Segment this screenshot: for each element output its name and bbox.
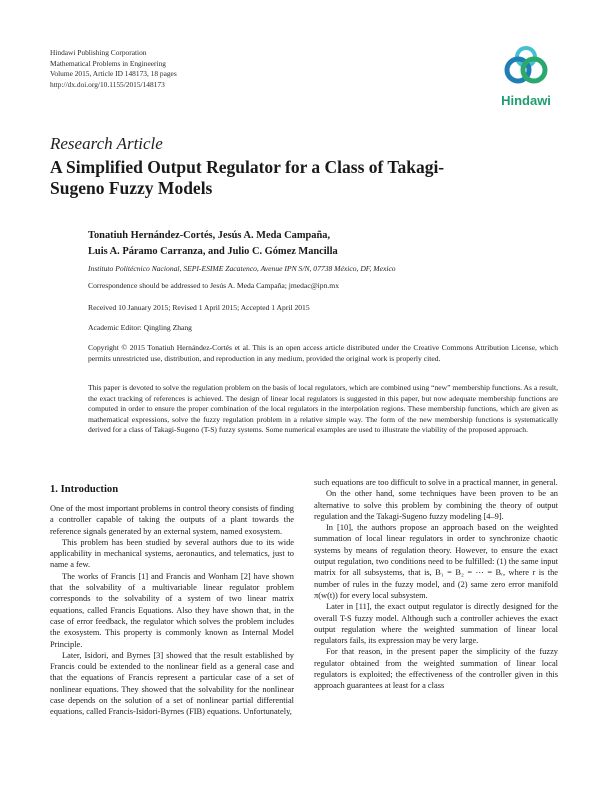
journal-name: Mathematical Problems in Engineering — [50, 58, 166, 68]
journal-doi[interactable]: http://dx.doi.org/10.1155/2015/148173 — [50, 79, 165, 89]
affiliation: Instituto Politécnico Nacional, SEPI-ESIME Zacatenco, Avenue IPN S/N, 07738 México, DF, Mexico — [88, 264, 396, 273]
hindawi-logo[interactable] — [494, 44, 558, 108]
paper-title: A Simplified Output Regulator for a Class of Takagi-Sugeno Fuzzy Models — [50, 157, 445, 198]
authors-line-2: Luis A. Páramo Carranza, and Julio C. Gómez Mancilla — [88, 245, 338, 257]
paragraph: On the other hand, some techniques have been proven to be an alternative to solve this problem by combining the theory of output regulation and the Takagi-Sugeno fuzzy modeling [4–9]. — [314, 489, 558, 521]
paragraph: In [10], the authors propose an approach based on the weighted summation of local linear regulators in order to synchronize chaotic systems by means of regulation theory. However, to ensure the exact output regulation, two conditions need to be fulfilled: (1) the same input matrix for all subsystems, that is, B₁ = B₂ = ⋯ = Bᵣ, where r is the number of rules in the fuzzy model, and (2) same zero error manifold π(w(t)) for every local subsystem. — [314, 523, 558, 600]
abstract: This paper is devoted to solve the regulation problem on the basis of local regulators, which are combined using “new” membership functions. As a result, the exact tracking of references is achieved. The design of linear local regulators is suggested in this paper, but now adequate membership functions are computed in order to ensure the proper combination of the local regulators in the interpolation regions. These membership functions, which are given as mathematical expressions, solve the fuzzy regulation problem in a relative simple way. The form of the new membership functions is systematically derived for a class of Takagi-Sugeno (T-S) fuzzy systems. Some numerical examples are used to illustrate the viability of the proposed approach. — [88, 383, 558, 435]
article-type: Research Article — [50, 134, 163, 153]
paragraph: such equations are too difficult to solve in a practical manner, in general. — [314, 478, 558, 487]
academic-editor: Academic Editor: Qingling Zhang — [88, 323, 192, 332]
paragraph: Later in [11], the exact output regulator is directly designed for the overall T-S fuzzy model. Although such a controller achieves the exact output regulation where the weighted summation of linear local regulators fails, its expression may be very large. — [314, 602, 558, 646]
article-dates: Received 10 January 2015; Revised 1 April 2015; Accepted 1 April 2015 — [88, 303, 310, 312]
section-heading: 1. Introduction — [50, 484, 119, 495]
paragraph: The works of Francis [1] and Francis and Wonham [2] have shown that the solvability of a multivariable linear regulator problem corresponds to the solvability of a system of two linear matrix equations, called Francis Equations. Also they have shown that, in the case of error feedback, the regulator which solves the problem includes the exosystem. This property is commonly known as Internal Model Principle. — [50, 571, 294, 649]
body-column-right — [314, 477, 558, 692]
hindawi-rings-icon — [494, 44, 558, 92]
paragraph: This problem has been studied by several authors due to its wide applicability in mechanical systems, aeronautics, and telematics, just to name a few. — [50, 537, 294, 570]
authors-line-1: Tonatiuh Hernández-Cortés, Jesús A. Meda Campaña, — [88, 230, 331, 241]
copyright-notice: Copyright © 2015 Tonatiuh Hernández-Cortés et al. This is an open access article distributed under the Creative Commons Attribution License, which permits unrestricted use, distribution, and reproduction in any medium, provided the original work is properly cited. — [88, 343, 558, 363]
author-list — [88, 228, 558, 259]
paragraph: Later, Isidori, and Byrnes [3] showed that the result established by Francis could be extended to the nonlinear field as a general case and that the equations of Francis represent a particular case of a set of nonlinear equations. They showed that the solvability for the nonlinear case depends on the solution of a set of nonlinear partial differential equations, called Francis-Isidori-Byrnes (FIB) equations. Unfortunately, — [50, 650, 294, 717]
publisher-name: Hindawi Publishing Corporation — [50, 48, 147, 57]
journal-volume: Volume 2015, Article ID 148173, 18 pages — [50, 69, 177, 79]
paragraph: For that reason, in the present paper the simplicity of the fuzzy regulator obtained from the weighted summation of linear local regulators is exploited; the effectiveness of the controller given in this approach guarantees at least for a class — [314, 647, 558, 691]
body-column-left — [50, 477, 294, 718]
paragraph: One of the most important problems in control theory consists of finding a controller capable of taking the outputs of a plant towards the reference signals generated by an external system, named exosystem. — [50, 504, 294, 536]
journal-info — [50, 48, 330, 90]
correspondence: Correspondence should be addressed to Jesús A. Meda Campaña; jmedac@ipn.mx — [88, 281, 339, 290]
hindawi-logo-text: Hindawi — [501, 93, 551, 108]
